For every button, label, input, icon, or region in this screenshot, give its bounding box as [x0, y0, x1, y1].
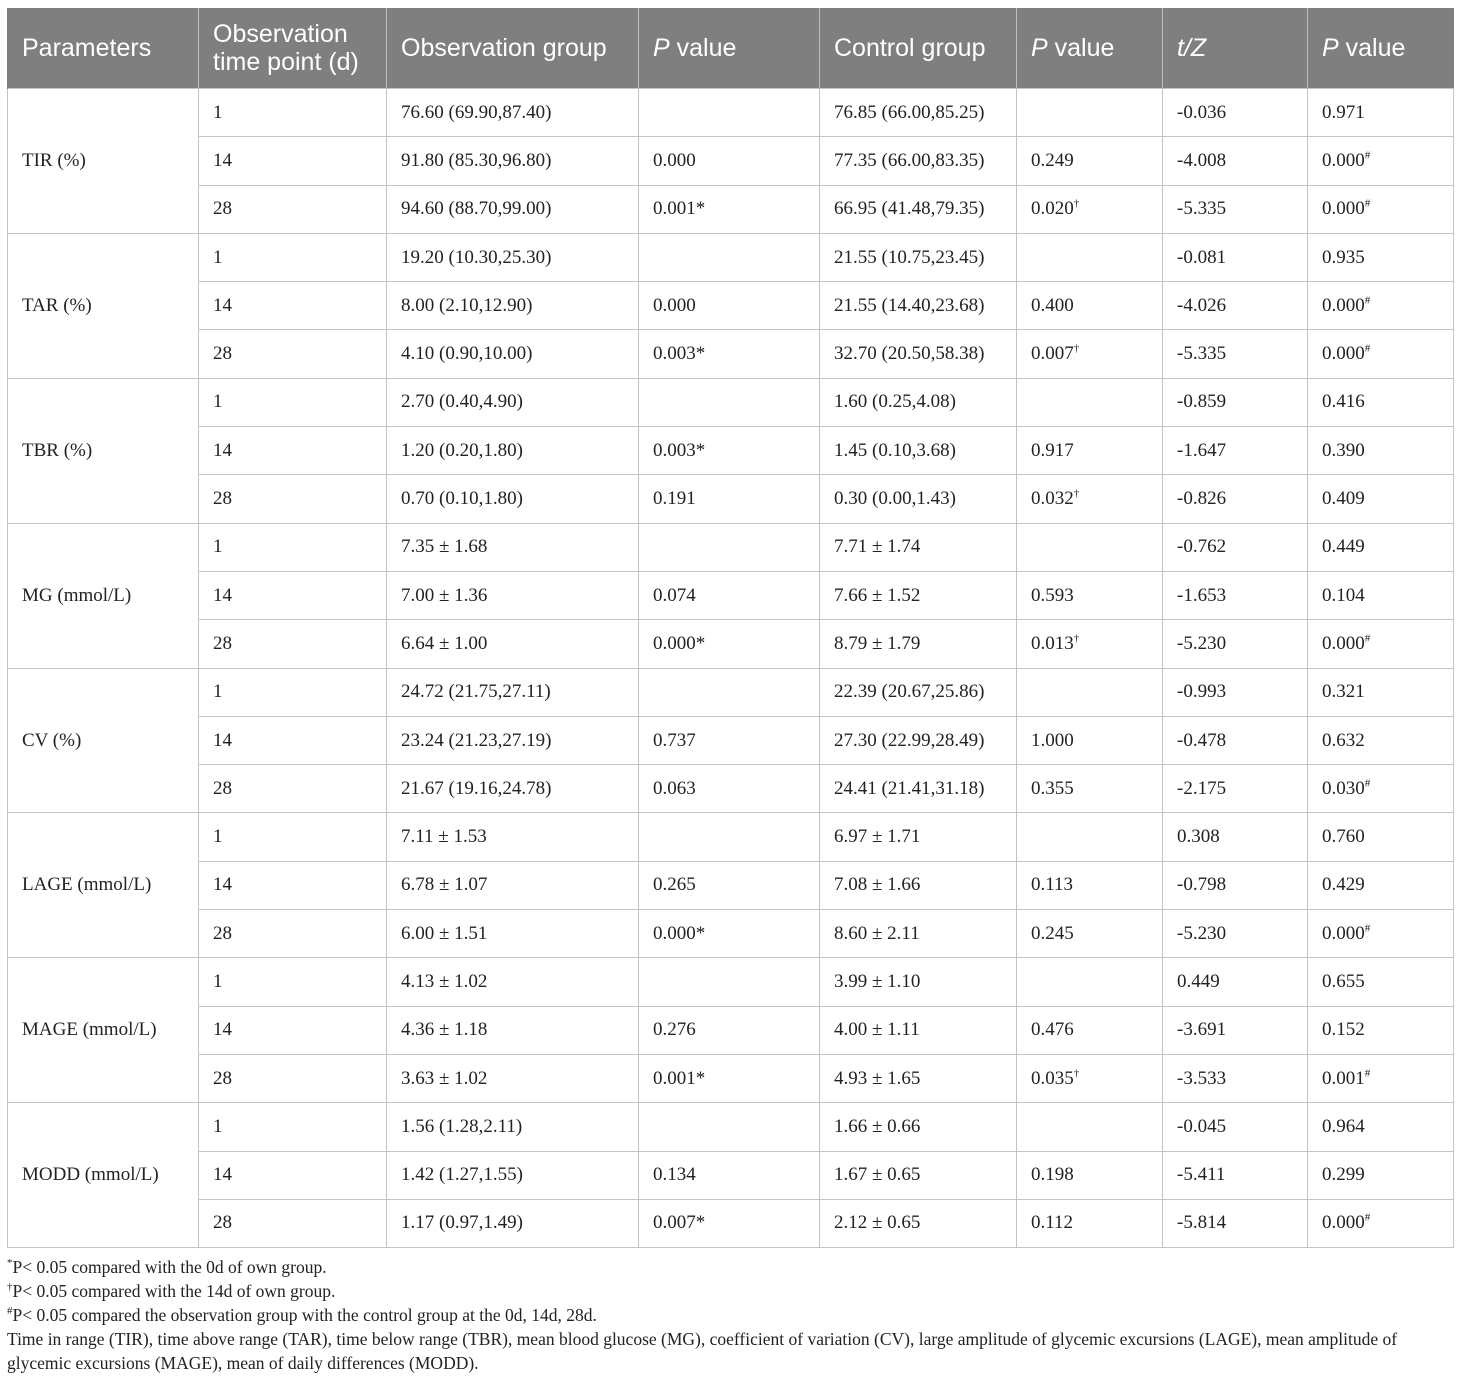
- control-value-cell: 4.00 ± 1.11: [820, 1006, 1017, 1054]
- observation-p-value-cell: 0.737: [639, 716, 820, 764]
- between-p-value-cell: 0.030#: [1308, 765, 1454, 813]
- control-p-value-cell: 0.013†: [1017, 620, 1163, 668]
- t-z-cell: 0.449: [1163, 958, 1308, 1006]
- t-z-cell: -5.411: [1163, 1151, 1308, 1199]
- time-point-cell: 1: [199, 89, 387, 137]
- table-body: [8, 89, 1454, 1248]
- t-z-cell: 0.308: [1163, 813, 1308, 861]
- header-control-group: Control group: [820, 8, 1017, 89]
- table-row: [8, 1199, 1454, 1247]
- control-p-value-cell: 0.020†: [1017, 185, 1163, 233]
- control-p-value-cell: 1.000: [1017, 716, 1163, 764]
- observation-value-cell: 6.64 ± 1.00: [387, 620, 639, 668]
- control-p-value-cell: 0.112: [1017, 1199, 1163, 1247]
- control-p-value-cell: 0.035†: [1017, 1054, 1163, 1102]
- footnote-dagger: †P< 0.05 compared with the 14d of own group.: [7, 1281, 336, 1301]
- t-z-cell: -1.647: [1163, 427, 1308, 475]
- observation-p-value-cell: 0.001*: [639, 185, 820, 233]
- t-z-cell: -4.008: [1163, 137, 1308, 185]
- parameter-cell: MODD (mmol/L): [8, 1103, 199, 1248]
- time-point-cell: 14: [199, 282, 387, 330]
- control-value-cell: 21.55 (14.40,23.68): [820, 282, 1017, 330]
- between-p-value-cell: 0.935: [1308, 233, 1454, 281]
- table-container: [7, 8, 1453, 1248]
- t-z-cell: -5.335: [1163, 185, 1308, 233]
- table-row: [8, 958, 1454, 1006]
- control-p-value-cell: 0.198: [1017, 1151, 1163, 1199]
- table-row: [8, 571, 1454, 619]
- between-p-value-cell: 0.000#: [1308, 620, 1454, 668]
- control-value-cell: 1.45 (0.10,3.68): [820, 427, 1017, 475]
- t-z-cell: -3.533: [1163, 1054, 1308, 1102]
- t-z-cell: -5.814: [1163, 1199, 1308, 1247]
- observation-value-cell: 1.20 (0.20,1.80): [387, 427, 639, 475]
- observation-p-value-cell: 0.074: [639, 571, 820, 619]
- time-point-cell: 28: [199, 475, 387, 523]
- control-p-value-cell: [1017, 1103, 1163, 1151]
- observation-p-value-cell: 0.276: [639, 1006, 820, 1054]
- control-p-value-cell: 0.113: [1017, 861, 1163, 909]
- header-observation-group: Observation group: [387, 8, 639, 89]
- time-point-cell: 28: [199, 620, 387, 668]
- table-row: [8, 668, 1454, 716]
- control-p-value-cell: [1017, 668, 1163, 716]
- parameter-cell: CV (%): [8, 668, 199, 813]
- between-p-value-cell: 0.632: [1308, 716, 1454, 764]
- header-p-value-observation: P value: [639, 8, 820, 89]
- control-p-value-cell: [1017, 378, 1163, 426]
- observation-p-value-cell: 0.003*: [639, 330, 820, 378]
- control-value-cell: 32.70 (20.50,58.38): [820, 330, 1017, 378]
- time-point-cell: 28: [199, 1054, 387, 1102]
- control-value-cell: 24.41 (21.41,31.18): [820, 765, 1017, 813]
- observation-value-cell: 1.17 (0.97,1.49): [387, 1199, 639, 1247]
- control-p-value-cell: [1017, 813, 1163, 861]
- between-p-value-cell: 0.409: [1308, 475, 1454, 523]
- observation-value-cell: 1.42 (1.27,1.55): [387, 1151, 639, 1199]
- control-value-cell: 7.66 ± 1.52: [820, 571, 1017, 619]
- control-value-cell: 0.30 (0.00,1.43): [820, 475, 1017, 523]
- observation-value-cell: 6.78 ± 1.07: [387, 861, 639, 909]
- table-row: [8, 1103, 1454, 1151]
- between-p-value-cell: 0.449: [1308, 523, 1454, 571]
- control-p-value-cell: 0.007†: [1017, 330, 1163, 378]
- between-p-value-cell: 0.429: [1308, 861, 1454, 909]
- time-point-cell: 28: [199, 185, 387, 233]
- observation-p-value-cell: 0.000*: [639, 910, 820, 958]
- header-t-z: t/Z: [1163, 8, 1308, 89]
- t-z-cell: -0.826: [1163, 475, 1308, 523]
- observation-value-cell: 24.72 (21.75,27.11): [387, 668, 639, 716]
- header-parameters: Parameters: [8, 8, 199, 89]
- control-value-cell: 6.97 ± 1.71: [820, 813, 1017, 861]
- table-row: [8, 427, 1454, 475]
- observation-p-value-cell: [639, 89, 820, 137]
- table-row: [8, 1151, 1454, 1199]
- between-p-value-cell: 0.321: [1308, 668, 1454, 716]
- observation-value-cell: 21.67 (19.16,24.78): [387, 765, 639, 813]
- control-value-cell: 1.66 ± 0.66: [820, 1103, 1017, 1151]
- observation-p-value-cell: 0.134: [639, 1151, 820, 1199]
- footnote-star: *P< 0.05 compared with the 0d of own group.: [7, 1257, 327, 1277]
- between-p-value-cell: 0.000#: [1308, 282, 1454, 330]
- observation-p-value-cell: [639, 233, 820, 281]
- observation-value-cell: 76.60 (69.90,87.40): [387, 89, 639, 137]
- table-row: [8, 910, 1454, 958]
- time-point-cell: 1: [199, 668, 387, 716]
- time-point-cell: 14: [199, 427, 387, 475]
- table-row: [8, 378, 1454, 426]
- time-point-cell: 14: [199, 861, 387, 909]
- observation-value-cell: 2.70 (0.40,4.90): [387, 378, 639, 426]
- observation-p-value-cell: [639, 958, 820, 1006]
- time-point-cell: 14: [199, 571, 387, 619]
- t-z-cell: -4.026: [1163, 282, 1308, 330]
- control-value-cell: 21.55 (10.75,23.45): [820, 233, 1017, 281]
- control-p-value-cell: 0.249: [1017, 137, 1163, 185]
- observation-p-value-cell: 0.003*: [639, 427, 820, 475]
- time-point-cell: 14: [199, 1006, 387, 1054]
- between-p-value-cell: 0.000#: [1308, 330, 1454, 378]
- table-row: [8, 89, 1454, 137]
- between-p-value-cell: 0.000#: [1308, 137, 1454, 185]
- parameter-cell: TAR (%): [8, 233, 199, 378]
- parameter-cell: MAGE (mmol/L): [8, 958, 199, 1103]
- table-row: [8, 475, 1454, 523]
- control-p-value-cell: 0.355: [1017, 765, 1163, 813]
- t-z-cell: -0.993: [1163, 668, 1308, 716]
- time-point-cell: 28: [199, 765, 387, 813]
- observation-value-cell: 4.13 ± 1.02: [387, 958, 639, 1006]
- between-p-value-cell: 0.964: [1308, 1103, 1454, 1151]
- footnote-hash: #P< 0.05 compared the observation group with the control group at the 0d, 14d, 28d.: [7, 1305, 597, 1325]
- table-row: [8, 233, 1454, 281]
- between-p-value-cell: 0.299: [1308, 1151, 1454, 1199]
- time-point-cell: 14: [199, 716, 387, 764]
- observation-value-cell: 6.00 ± 1.51: [387, 910, 639, 958]
- table-row: [8, 861, 1454, 909]
- observation-p-value-cell: 0.063: [639, 765, 820, 813]
- t-z-cell: -0.036: [1163, 89, 1308, 137]
- observation-p-value-cell: 0.265: [639, 861, 820, 909]
- control-value-cell: 8.79 ± 1.79: [820, 620, 1017, 668]
- control-p-value-cell: [1017, 233, 1163, 281]
- t-z-cell: -5.230: [1163, 620, 1308, 668]
- parameter-cell: TBR (%): [8, 378, 199, 523]
- table-row: [8, 137, 1454, 185]
- observation-value-cell: 23.24 (21.23,27.19): [387, 716, 639, 764]
- table-row: [8, 185, 1454, 233]
- time-point-cell: 14: [199, 1151, 387, 1199]
- time-point-cell: 1: [199, 378, 387, 426]
- t-z-cell: -5.335: [1163, 330, 1308, 378]
- t-z-cell: -5.230: [1163, 910, 1308, 958]
- between-p-value-cell: 0.104: [1308, 571, 1454, 619]
- time-point-cell: 28: [199, 1199, 387, 1247]
- header-p-value-control: P value: [1017, 8, 1163, 89]
- table-row: [8, 1054, 1454, 1102]
- observation-value-cell: 4.36 ± 1.18: [387, 1006, 639, 1054]
- observation-value-cell: 7.00 ± 1.36: [387, 571, 639, 619]
- observation-value-cell: 94.60 (88.70,99.00): [387, 185, 639, 233]
- control-value-cell: 77.35 (66.00,83.35): [820, 137, 1017, 185]
- observation-value-cell: 7.11 ± 1.53: [387, 813, 639, 861]
- observation-p-value-cell: 0.007*: [639, 1199, 820, 1247]
- control-value-cell: 3.99 ± 1.10: [820, 958, 1017, 1006]
- table-row: [8, 765, 1454, 813]
- time-point-cell: 28: [199, 910, 387, 958]
- between-p-value-cell: 0.000#: [1308, 1199, 1454, 1247]
- time-point-cell: 1: [199, 523, 387, 571]
- results-table: [7, 8, 1454, 1248]
- observation-value-cell: 1.56 (1.28,2.11): [387, 1103, 639, 1151]
- time-point-cell: 1: [199, 958, 387, 1006]
- control-value-cell: 1.67 ± 0.65: [820, 1151, 1017, 1199]
- header-row: [8, 8, 1454, 89]
- observation-p-value-cell: 0.000: [639, 282, 820, 330]
- t-z-cell: -1.653: [1163, 571, 1308, 619]
- observation-value-cell: 8.00 (2.10,12.90): [387, 282, 639, 330]
- parameter-cell: LAGE (mmol/L): [8, 813, 199, 958]
- between-p-value-cell: 0.416: [1308, 378, 1454, 426]
- table-row: [8, 716, 1454, 764]
- observation-value-cell: 91.80 (85.30,96.80): [387, 137, 639, 185]
- header-time-point: Observation time point (d): [199, 8, 387, 89]
- t-z-cell: -0.798: [1163, 861, 1308, 909]
- control-p-value-cell: 0.476: [1017, 1006, 1163, 1054]
- table-row: [8, 523, 1454, 571]
- control-value-cell: 2.12 ± 0.65: [820, 1199, 1017, 1247]
- observation-value-cell: 3.63 ± 1.02: [387, 1054, 639, 1102]
- t-z-cell: -0.859: [1163, 378, 1308, 426]
- observation-value-cell: 4.10 (0.90,10.00): [387, 330, 639, 378]
- control-p-value-cell: [1017, 89, 1163, 137]
- between-p-value-cell: 0.152: [1308, 1006, 1454, 1054]
- control-value-cell: 27.30 (22.99,28.49): [820, 716, 1017, 764]
- control-p-value-cell: 0.917: [1017, 427, 1163, 475]
- control-value-cell: 4.93 ± 1.65: [820, 1054, 1017, 1102]
- parameter-cell: TIR (%): [8, 89, 199, 234]
- between-p-value-cell: 0.971: [1308, 89, 1454, 137]
- control-value-cell: 7.08 ± 1.66: [820, 861, 1017, 909]
- t-z-cell: -0.045: [1163, 1103, 1308, 1151]
- table-row: [8, 620, 1454, 668]
- control-value-cell: 8.60 ± 2.11: [820, 910, 1017, 958]
- control-value-cell: 1.60 (0.25,4.08): [820, 378, 1017, 426]
- table-row: [8, 1006, 1454, 1054]
- between-p-value-cell: 0.655: [1308, 958, 1454, 1006]
- parameter-cell: MG (mmol/L): [8, 523, 199, 668]
- observation-value-cell: 19.20 (10.30,25.30): [387, 233, 639, 281]
- control-value-cell: 22.39 (20.67,25.86): [820, 668, 1017, 716]
- time-point-cell: 14: [199, 137, 387, 185]
- t-z-cell: -0.081: [1163, 233, 1308, 281]
- time-point-cell: 28: [199, 330, 387, 378]
- observation-p-value-cell: 0.001*: [639, 1054, 820, 1102]
- t-z-cell: -3.691: [1163, 1006, 1308, 1054]
- between-p-value-cell: 0.760: [1308, 813, 1454, 861]
- between-p-value-cell: 0.000#: [1308, 185, 1454, 233]
- between-p-value-cell: 0.001#: [1308, 1054, 1454, 1102]
- control-p-value-cell: [1017, 958, 1163, 1006]
- between-p-value-cell: 0.000#: [1308, 910, 1454, 958]
- observation-p-value-cell: [639, 378, 820, 426]
- table-row: [8, 282, 1454, 330]
- observation-p-value-cell: [639, 668, 820, 716]
- control-value-cell: 76.85 (66.00,85.25): [820, 89, 1017, 137]
- control-p-value-cell: 0.245: [1017, 910, 1163, 958]
- observation-p-value-cell: [639, 813, 820, 861]
- between-p-value-cell: 0.390: [1308, 427, 1454, 475]
- time-point-cell: 1: [199, 813, 387, 861]
- control-p-value-cell: 0.593: [1017, 571, 1163, 619]
- observation-p-value-cell: [639, 523, 820, 571]
- table-row: [8, 330, 1454, 378]
- observation-p-value-cell: 0.000: [639, 137, 820, 185]
- control-p-value-cell: 0.400: [1017, 282, 1163, 330]
- observation-p-value-cell: 0.191: [639, 475, 820, 523]
- observation-p-value-cell: 0.000*: [639, 620, 820, 668]
- control-p-value-cell: 0.032†: [1017, 475, 1163, 523]
- t-z-cell: -2.175: [1163, 765, 1308, 813]
- control-value-cell: 66.95 (41.48,79.35): [820, 185, 1017, 233]
- time-point-cell: 1: [199, 233, 387, 281]
- control-p-value-cell: [1017, 523, 1163, 571]
- table-footnotes: [7, 1255, 1457, 1375]
- footnote-abbreviations: Time in range (TIR), time above range (TAR), time below range (TBR), mean blood glucose (MG), coefficient of variation (CV), large amplitude of glycemic excursions (LAGE), mean amplitude of glycemic excursions (MAGE), mean of daily differences (MODD).: [7, 1329, 1398, 1373]
- t-z-cell: -0.478: [1163, 716, 1308, 764]
- observation-value-cell: 0.70 (0.10,1.80): [387, 475, 639, 523]
- table-row: [8, 813, 1454, 861]
- t-z-cell: -0.762: [1163, 523, 1308, 571]
- time-point-cell: 1: [199, 1103, 387, 1151]
- observation-p-value-cell: [639, 1103, 820, 1151]
- header-p-value-between: P value: [1308, 8, 1454, 89]
- control-value-cell: 7.71 ± 1.74: [820, 523, 1017, 571]
- observation-value-cell: 7.35 ± 1.68: [387, 523, 639, 571]
